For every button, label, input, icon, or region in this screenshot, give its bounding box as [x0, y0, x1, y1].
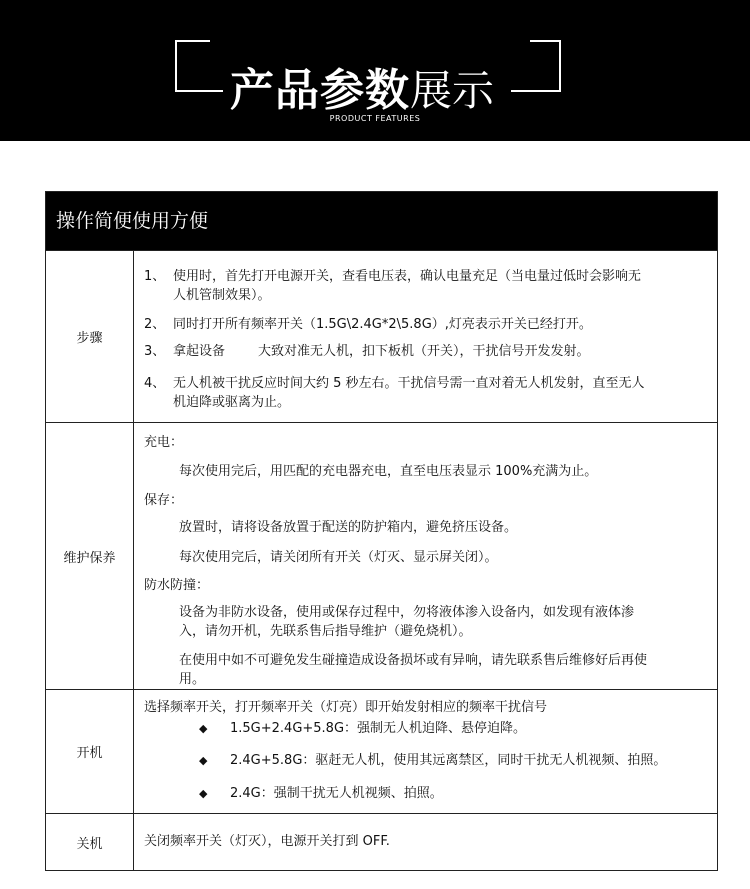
maintenance-content	[135, 423, 717, 689]
steps-label: 步骤	[46, 251, 134, 422]
water-text-2: 在使用中如不可避免发生碰撞造成设备损坏或有异响，请先联系售后维修好后再使	[179, 653, 648, 668]
power-on-option-2: 2.4G+5.8G：驱赶无人机，使用其远离禁区，同时干扰无人机视频、拍照。	[230, 753, 667, 768]
step-3-text: 拿起设备 大致对准无人机，扣下板机（开关），干扰信号开发发射。	[173, 344, 590, 359]
maintenance-label: 维护保养	[46, 423, 134, 689]
step-3-num: 3、	[144, 344, 166, 359]
page-subtitle: PRODUCT FEATURES	[329, 114, 421, 123]
charging-title: 充电：	[144, 435, 184, 450]
step-1-text-cont: 人机管制效果）。	[173, 288, 271, 303]
water-text-2-cont: 用。	[179, 672, 206, 687]
step-4-text: 无人机被干扰反应时间大约 5 秒左右。干扰信号需一直对着无人机发射，直至无人	[173, 376, 645, 391]
power-on-content	[135, 690, 717, 813]
step-2-num: 2、	[144, 317, 166, 332]
step-2-text: 同时打开所有频率开关（1.5G\2.4G*2\5.8G）,灯亮表示开关已经打开。	[173, 317, 592, 332]
page-title	[230, 54, 520, 114]
page-title-light: 展示	[410, 66, 495, 115]
table-heading: 操作简便使用方便	[46, 192, 717, 250]
storage-title: 保存：	[144, 493, 184, 508]
power-on-label: 开机	[46, 690, 134, 813]
storage-text-1: 放置时，请将设备放置于配送的防护箱内，避免挤压设备。	[179, 520, 518, 535]
power-on-option-1: 1.5G+2.4G+5.8G：强制无人机迫降、悬停迫降。	[230, 721, 527, 736]
step-1-num: 1、	[144, 269, 166, 284]
bullet-diamond-icon: ◆	[199, 754, 208, 767]
title-frame-left-line	[175, 90, 223, 92]
spec-table	[45, 191, 718, 871]
water-title: 防水防撞：	[144, 578, 210, 593]
storage-text-2: 每次使用完后，请关闭所有开关（灯灭、显示屏关闭）。	[179, 550, 498, 565]
charging-text: 每次使用完后，用匹配的充电器充电，直至电压表显示 100%充满为止。	[179, 464, 598, 479]
water-text-1-cont: 入，请勿开机，先联系售后指导维护（避免烧机）。	[179, 624, 472, 639]
steps-row	[46, 250, 717, 422]
step-1-text: 使用时，首先打开电源开关，查看电压表，确认电量充足（当电量过低时会影响无	[173, 269, 642, 284]
power-off-text: 关闭频率开关（灯灭），电源开关打到 OFF.	[144, 834, 390, 849]
power-on-option-3: 2.4G：强制干扰无人机视频、拍照。	[230, 786, 443, 801]
steps-content	[135, 251, 717, 422]
header-banner	[0, 0, 750, 141]
power-off-row	[46, 813, 717, 870]
page-title-bold: 产品参数	[230, 65, 410, 116]
step-4-num: 4、	[144, 376, 166, 391]
maintenance-row	[46, 422, 717, 689]
power-on-intro: 选择频率开关，打开频率开关（灯亮）即开始发射相应的频率干扰信号	[144, 700, 548, 715]
power-off-label: 关机	[46, 814, 134, 870]
power-on-row	[46, 689, 717, 813]
water-text-1: 设备为非防水设备，使用或保存过程中，勿将液体渗入设备内，如发现有液体渗	[179, 605, 635, 620]
bullet-diamond-icon: ◆	[199, 787, 208, 800]
step-4-text-cont: 机迫降或驱离为止。	[173, 395, 291, 410]
power-off-content	[135, 814, 717, 870]
bullet-diamond-icon: ◆	[199, 722, 208, 735]
